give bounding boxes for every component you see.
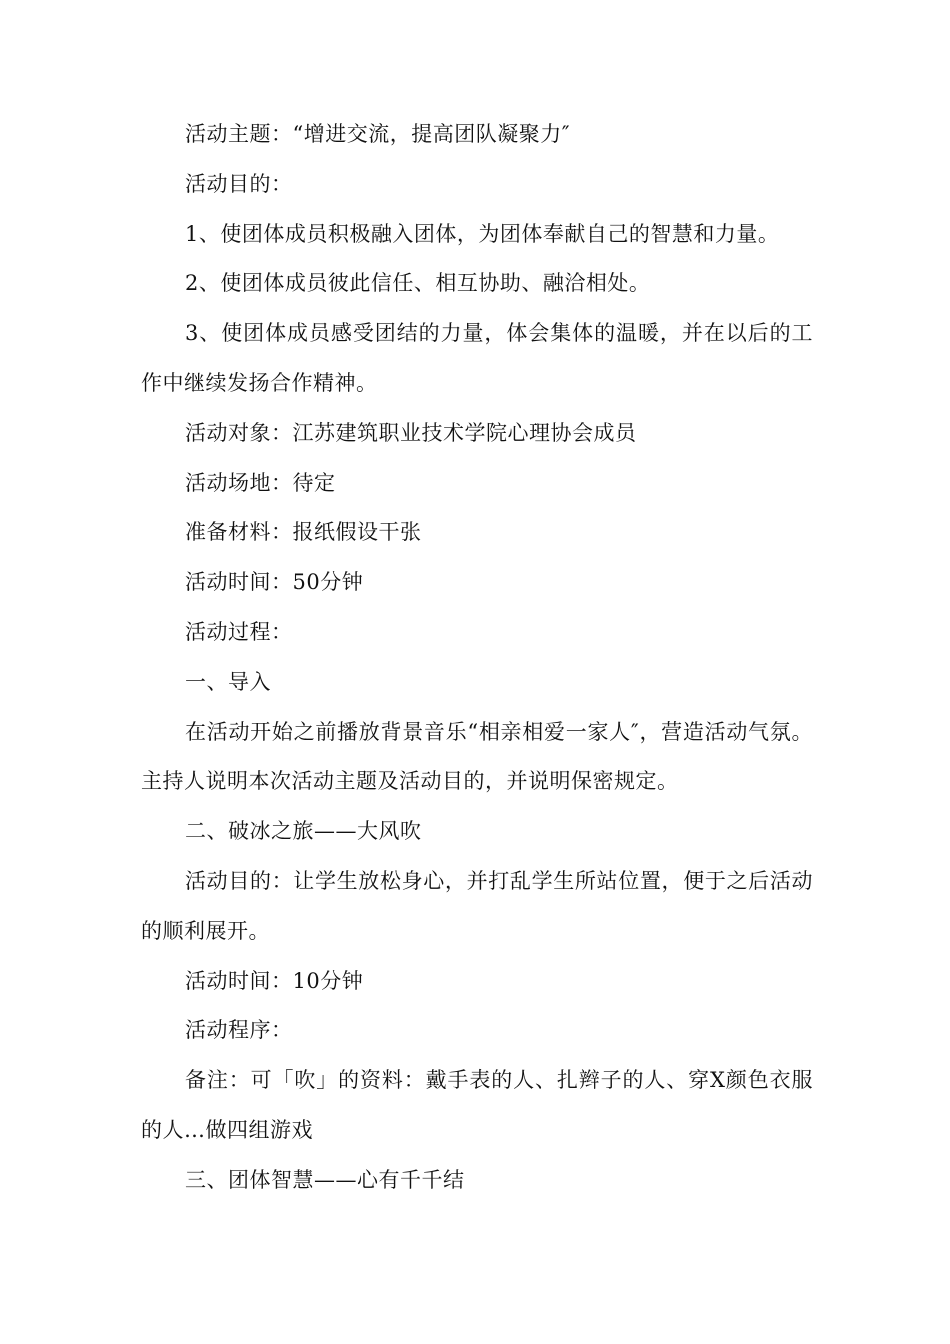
paragraph-section-intro: 一、导入: [185, 669, 271, 694]
document-body: [141, 110, 813, 1206]
paragraph-activity-target: 活动对象：江苏建筑职业技术学院心理协会成员: [185, 420, 637, 445]
paragraph-section-icebreaker: 二、破冰之旅——大风吹: [185, 819, 422, 844]
paragraph-activity-theme: 活动主题：“增进交流，提高团队凝聚力″: [185, 122, 571, 146]
paragraph-materials: 准备材料：报纸假设干张: [185, 520, 422, 545]
paragraph-activity-time: 活动时间：50分钟: [185, 570, 364, 595]
paragraph-icebreaker-procedure: 活动程序：: [185, 1018, 293, 1043]
paragraph-purpose-3: 3、使团体成员感受团结的力量，体会集体的温暖，并在以后的工作中继续发扬合作精神。: [141, 321, 813, 395]
paragraph-icebreaker-note: 备注：可「吹」的资料：戴手表的人、扎辫子的人、穿X颜色衣服的人…做四组游戏: [141, 1068, 813, 1142]
paragraph-icebreaker-time: 活动时间：10分钟: [185, 968, 364, 993]
paragraph-intro-description: 在活动开始之前播放背景音乐“相亲相爱一家人″，营造活动气氛。主持人说明本次活动主题及活动目的，并说明保密规定。: [141, 719, 813, 794]
paragraph-activity-purpose-heading: 活动目的：: [185, 171, 293, 196]
paragraph-icebreaker-purpose: 活动目的：让学生放松身心，并打乱学生所站位置，便于之后活动的顺利展开。: [141, 868, 813, 943]
paragraph-purpose-2: 2、使团体成员彼此信任、相互协助、融洽相处。: [185, 271, 651, 296]
paragraph-activity-venue: 活动场地：待定: [185, 470, 336, 495]
paragraph-purpose-1: 1、使团体成员积极融入团体，为团体奉献自己的智慧和力量。: [185, 221, 780, 246]
paragraph-activity-process: 活动过程：: [185, 619, 293, 644]
paragraph-section-team-wisdom: 三、团体智慧——心有千千结: [185, 1167, 465, 1192]
